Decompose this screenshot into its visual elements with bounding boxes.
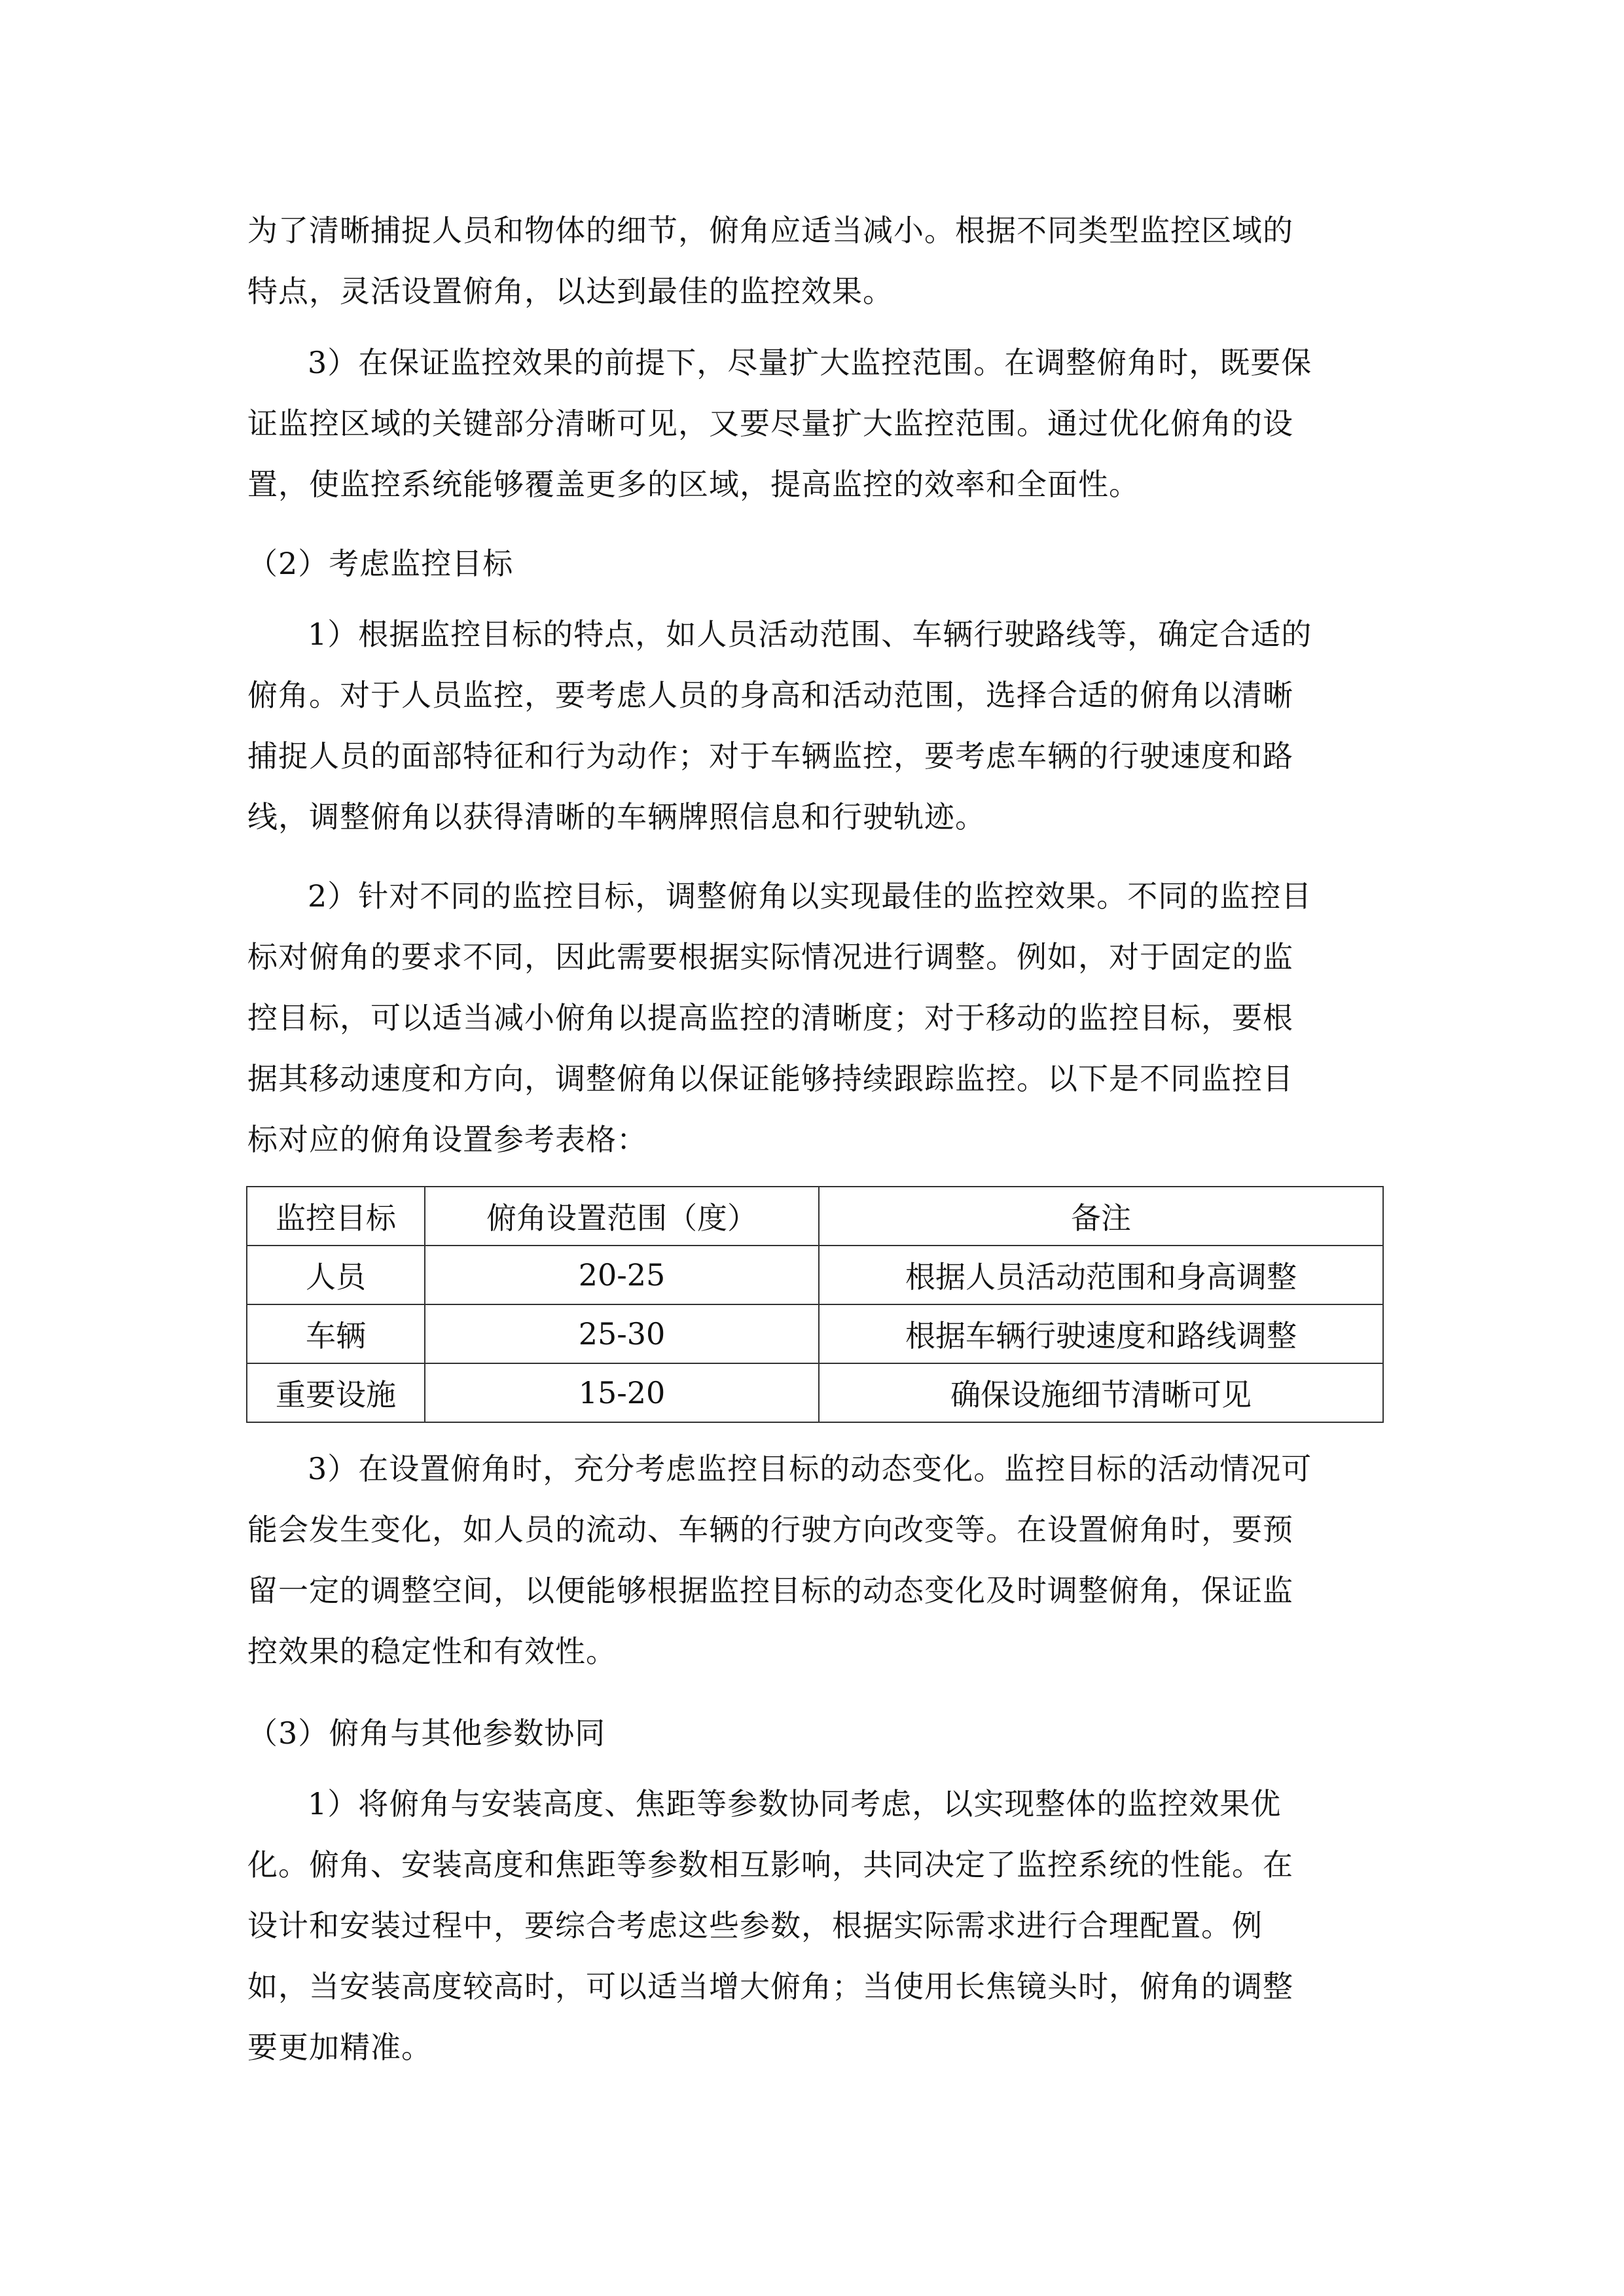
paragraph-line: 1）将俯角与安装高度、焦距等参数协同考虑，以实现整体的监控效果优 <box>308 1786 1282 1821</box>
paragraph-4 <box>247 866 1380 1170</box>
paragraph-line: 如，当安装高度较高时，可以适当增大俯角；当使用长焦镜头时，俯角的调整 <box>247 1969 1293 2004</box>
paragraph-6 <box>247 1774 1380 2078</box>
paragraph-5 <box>247 1439 1380 1682</box>
table-header-row <box>247 1187 1383 1246</box>
paragraph-line: 3）在设置俯角时，充分考虑监控目标的动态变化。监控目标的活动情况可 <box>308 1451 1312 1486</box>
paragraph-line: 1）根据监控目标的特点，如人员活动范围、车辆行驶路线等，确定合适的 <box>308 617 1312 652</box>
paragraph-line: 标对俯角的要求不同，因此需要根据实际情况进行调整。例如，对于固定的监 <box>247 939 1293 975</box>
paragraph-line: 为了清晰捕捉人员和物体的细节，俯角应适当减小。根据不同类型监控区域的 <box>247 213 1293 248</box>
paragraph-line: 标对应的俯角设置参考表格： <box>247 1122 647 1157</box>
table-header-cell: 备注 <box>819 1187 1383 1246</box>
table-row <box>247 1304 1383 1363</box>
table-cell: 根据车辆行驶速度和路线调整 <box>819 1304 1383 1363</box>
paragraph-line: 设计和安装过程中，要综合考虑这些参数，根据实际需求进行合理配置。例 <box>247 1908 1263 1943</box>
paragraph-3 <box>247 604 1380 848</box>
table-cell: 25-30 <box>425 1304 819 1363</box>
section-heading-3: （3）俯角与其他参数协同 <box>247 1715 606 1751</box>
paragraph-line: 置，使监控系统能够覆盖更多的区域，提高监控的效率和全面性。 <box>247 467 1140 502</box>
table-cell: 确保设施细节清晰可见 <box>819 1363 1383 1422</box>
table-row <box>247 1363 1383 1422</box>
paragraph-2 <box>247 332 1380 515</box>
table-cell: 车辆 <box>247 1304 425 1363</box>
reference-table <box>246 1186 1384 1423</box>
paragraph-line: 控效果的稳定性和有效性。 <box>247 1634 617 1669</box>
table-cell: 15-20 <box>425 1363 819 1422</box>
table-header-cell: 俯角设置范围（度） <box>425 1187 819 1246</box>
paragraph-line: 2）针对不同的监控目标，调整俯角以实现最佳的监控效果。不同的监控目 <box>308 878 1312 914</box>
paragraph-line: 留一定的调整空间，以便能够根据监控目标的动态变化及时调整俯角，保证监 <box>247 1573 1293 1608</box>
table-row <box>247 1246 1383 1304</box>
paragraph-1 <box>247 200 1380 322</box>
section-heading-2: （2）考虑监控目标 <box>247 546 514 581</box>
paragraph-line: 证监控区域的关键部分清晰可见，又要尽量扩大监控范围。通过优化俯角的设 <box>247 406 1293 441</box>
paragraph-line: 化。俯角、安装高度和焦距等参数相互影响，共同决定了监控系统的性能。在 <box>247 1847 1293 1882</box>
table-cell: 20-25 <box>425 1246 819 1304</box>
paragraph-line: 俯角。对于人员监控，要考虑人员的身高和活动范围，选择合适的俯角以清晰 <box>247 677 1293 713</box>
paragraph-line: 3）在保证监控效果的前提下，尽量扩大监控范围。在调整俯角时，既要保 <box>308 345 1312 380</box>
paragraph-line: 特点，灵活设置俯角，以达到最佳的监控效果。 <box>247 274 893 309</box>
table-cell: 重要设施 <box>247 1363 425 1422</box>
paragraph-line: 捕捉人员的面部特征和行为动作；对于车辆监控，要考虑车辆的行驶速度和路 <box>247 738 1293 774</box>
table-cell: 根据人员活动范围和身高调整 <box>819 1246 1383 1304</box>
paragraph-line: 能会发生变化，如人员的流动、车辆的行驶方向改变等。在设置俯角时，要预 <box>247 1512 1293 1547</box>
paragraph-line: 据其移动速度和方向，调整俯角以保证能够持续跟踪监控。以下是不同监控目 <box>247 1061 1293 1096</box>
table-header-cell: 监控目标 <box>247 1187 425 1246</box>
table-cell: 人员 <box>247 1246 425 1304</box>
paragraph-line: 控目标，可以适当减小俯角以提高监控的清晰度；对于移动的监控目标，要根 <box>247 1000 1293 1035</box>
paragraph-line: 线，调整俯角以获得清晰的车辆牌照信息和行驶轨迹。 <box>247 799 986 834</box>
paragraph-line: 要更加精准。 <box>247 2030 432 2065</box>
